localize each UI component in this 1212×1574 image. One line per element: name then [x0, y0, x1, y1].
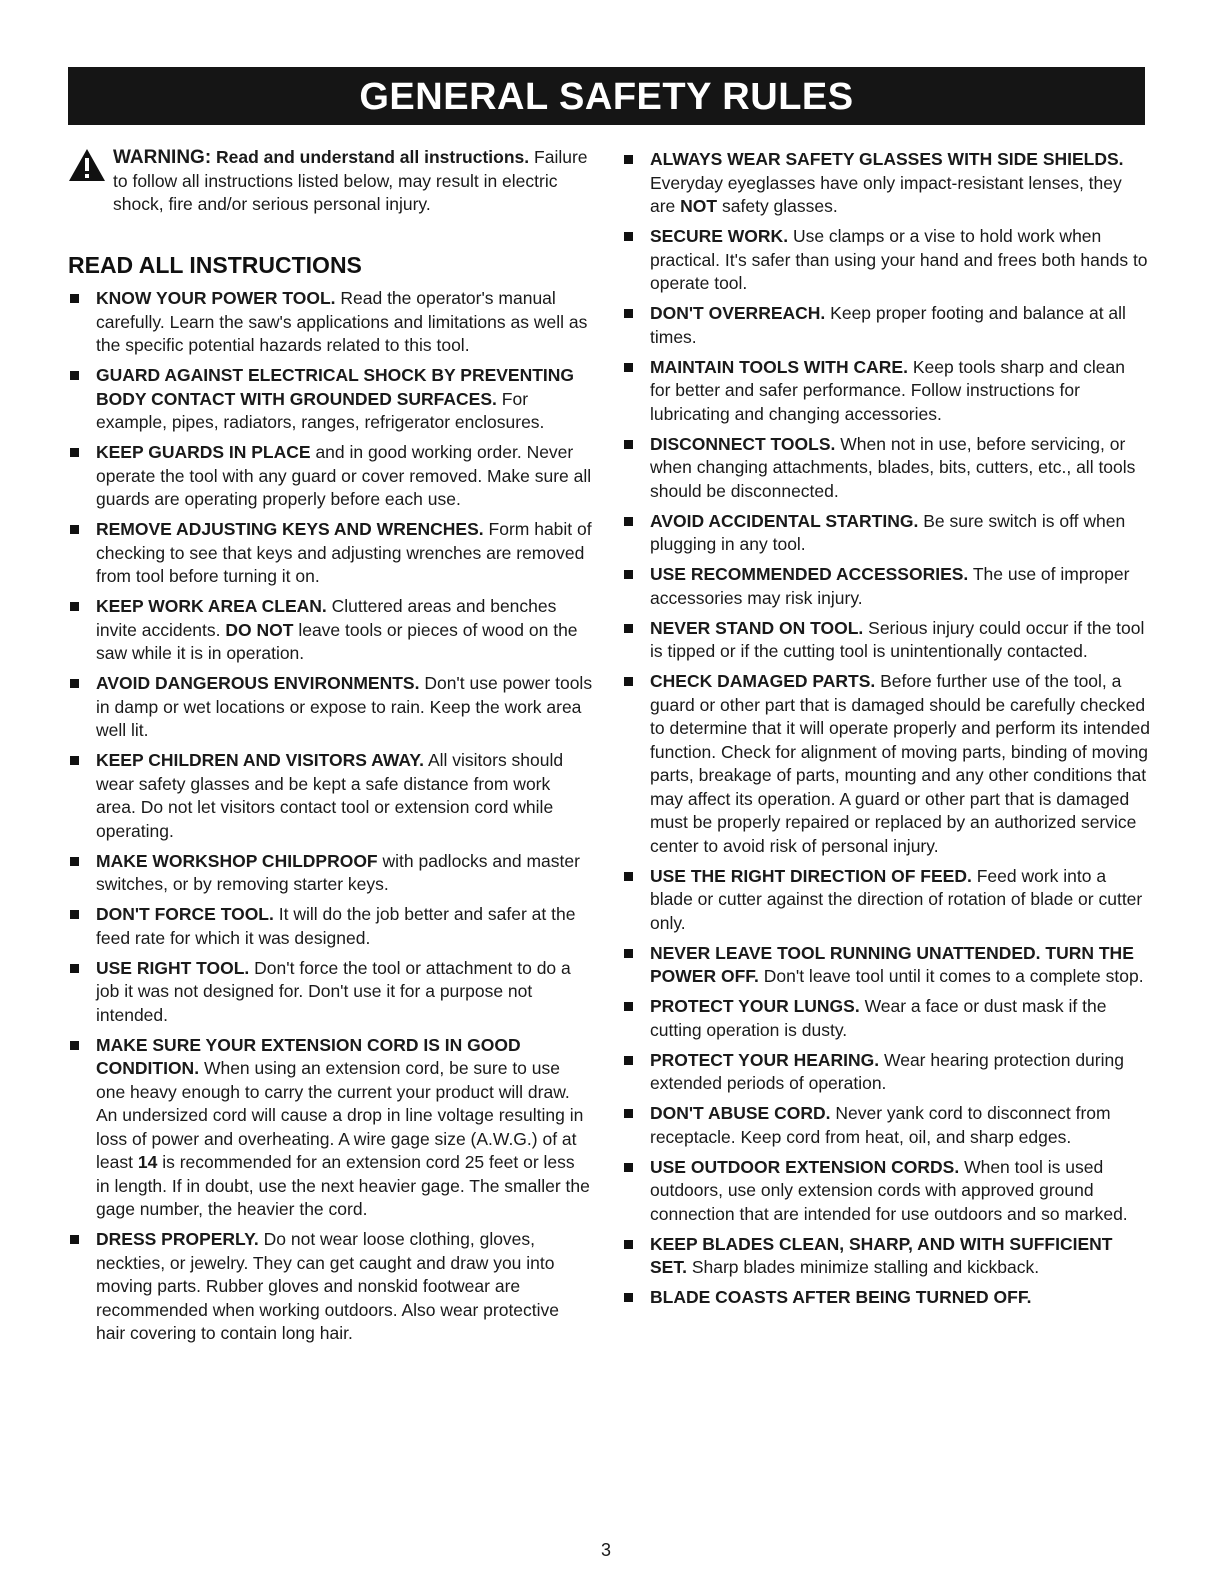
rule-title: USE RIGHT TOOL. — [96, 957, 250, 978]
rule-title: DISCONNECT TOOLS. — [650, 433, 836, 454]
rule-title: ALWAYS WEAR SAFETY GLASSES WITH SIDE SHIELDS. — [650, 149, 1124, 169]
rule-item — [68, 1034, 593, 1222]
right-rules-list — [622, 148, 1150, 1316]
square-bullet-icon — [70, 525, 79, 534]
rule-item — [68, 441, 593, 512]
rule-title: MAINTAIN TOOLS WITH CARE. — [650, 356, 908, 377]
rule-text: All visitors should wear safety glasses and be kept a safe distance from work area. Do not let visitors contact tool or extension cord while operating. — [96, 750, 564, 841]
warning-block — [68, 146, 593, 217]
rule-text: Use clamps or a vise to hold work when practical. It's safer than using your hand and frees both hands to operate tool. — [650, 226, 1148, 293]
rule-title: MAKE SURE YOUR EXTENSION CORD IS IN GOOD CONDITION. — [96, 1034, 521, 1078]
rule-item — [622, 1233, 1150, 1280]
rule-item — [68, 518, 593, 589]
rule-text-continued: leave tools or pieces of wood on the saw while it is in operation. — [96, 619, 578, 663]
square-bullet-icon — [70, 371, 79, 380]
rule-text: Don't use power tools in damp or wet locations or expose to rain. Keep the work area well lit. — [96, 673, 593, 740]
rule-item — [622, 670, 1150, 858]
rule-item — [622, 865, 1150, 936]
square-bullet-icon — [70, 602, 79, 611]
rule-item — [68, 672, 593, 743]
rule-title: NEVER LEAVE TOOL RUNNING UNATTENDED. TURN THE POWER OFF. — [650, 942, 1134, 986]
square-bullet-icon — [624, 1240, 633, 1249]
rule-text: Sharp blades minimize stalling and kickback. — [691, 1257, 1040, 1277]
square-bullet-icon — [624, 1002, 633, 1011]
rule-text: When tool is used outdoors, use only extension cords with approved ground connection that are intended for use outdoors and so marked. — [650, 1156, 1128, 1224]
rule-title: DON'T OVERREACH. — [650, 303, 826, 323]
warning-label: WARNING: — [113, 147, 212, 168]
rule-title: NEVER STAND ON TOOL. — [650, 617, 864, 638]
rule-item — [622, 617, 1150, 664]
rule-item — [68, 595, 593, 666]
square-bullet-icon — [624, 363, 633, 372]
square-bullet-icon — [70, 1235, 79, 1244]
rule-item — [68, 364, 593, 435]
warning-body: Failure to follow all instructions listed below, may result in electric shock, fire and/or serious personal injury. — [113, 147, 588, 214]
square-bullet-icon — [624, 1293, 633, 1302]
square-bullet-icon — [624, 232, 633, 241]
rule-title: KEEP CHILDREN AND VISITORS AWAY. — [96, 750, 425, 770]
rule-title: DRESS PROPERLY. — [96, 1229, 259, 1249]
rule-title: USE RECOMMENDED ACCESSORIES. — [650, 564, 969, 584]
square-bullet-icon — [624, 1163, 633, 1172]
rule-title: KNOW YOUR POWER TOOL. — [96, 288, 336, 308]
square-bullet-icon — [624, 517, 633, 526]
square-bullet-icon — [70, 964, 79, 973]
warning-triangle-icon — [68, 148, 106, 182]
rule-emphasis: DO NOT — [225, 619, 294, 640]
rule-text-continued: safety glasses. — [722, 196, 838, 216]
rule-title: AVOID ACCIDENTAL STARTING. — [650, 510, 919, 531]
rule-title: USE OUTDOOR EXTENSION CORDS. — [650, 1156, 960, 1177]
rule-item — [622, 563, 1150, 610]
rule-text: Read the operator's manual carefully. Learn the saw's applications and limitations as well as the specific potential hazards related to this tool. — [96, 288, 588, 355]
rule-item — [68, 850, 593, 897]
rule-title: DON'T ABUSE CORD. — [650, 1103, 831, 1123]
rule-text: Keep proper footing and balance at all times. — [650, 303, 1126, 347]
rule-item — [68, 749, 593, 843]
rule-title: SECURE WORK. — [650, 226, 789, 246]
rule-text: Before further use of the tool, a guard or other part that is damaged should be carefully checked to determine that it will operate properly and perform its intended function. Check for alignment of moving parts, binding of moving parts, breakage of parts, mounting and any other conditions that may affect its operation. A guard or other part that is damaged must be properly repaired or replaced by an authorized service center to avoid risk of personal injury. — [650, 671, 1150, 856]
rule-text: When not in use, before servicing, or when changing attachments, blades, bits, cutters, etc., all tools should be disconnected. — [650, 433, 1136, 501]
warning-text — [113, 146, 593, 217]
rule-item — [622, 942, 1150, 989]
rule-text: Do not wear loose clothing, gloves, neckties, or jewelry. They can get caught and draw you into moving parts. Rubber gloves and nonskid footwear are recommended when working outdoors. Also wear protective hair covering to contain long hair. — [96, 1229, 560, 1343]
square-bullet-icon — [624, 570, 633, 579]
square-bullet-icon — [624, 155, 633, 164]
left-rules-list — [68, 287, 593, 1352]
rule-title: KEEP BLADES CLEAN, SHARP, AND WITH SUFFICIENT SET. — [650, 1233, 1113, 1277]
rule-title: USE THE RIGHT DIRECTION OF FEED. — [650, 865, 972, 886]
page-title: GENERAL SAFETY RULES — [68, 67, 1145, 125]
rule-text: When using an extension cord, be sure to use one heavy enough to carry the current your product will draw. An undersized cord will cause a drop in line voltage resulting in loss of power and overheating. A wire gage size (A.W.G.) of at least — [96, 1058, 584, 1172]
rule-title: MAKE WORKSHOP CHILDPROOF — [96, 850, 378, 871]
rule-text: Wear hearing protection during extended periods of operation. — [650, 1049, 1124, 1093]
rule-text: It will do the job better and safer at the feed rate for which it was designed. — [96, 904, 576, 948]
rule-text: Don't force the tool or attachment to do a job it was not designed for. Don't use it for a purpose not intended. — [96, 957, 571, 1025]
rule-item — [622, 225, 1150, 296]
square-bullet-icon — [624, 309, 633, 318]
rule-item — [622, 1049, 1150, 1096]
square-bullet-icon — [70, 756, 79, 765]
rule-item — [622, 1286, 1150, 1310]
rule-title: DON'T FORCE TOOL. — [96, 904, 274, 924]
square-bullet-icon — [624, 949, 633, 958]
rule-text: with padlocks and master switches, or by removing starter keys. — [96, 850, 580, 894]
square-bullet-icon — [624, 440, 633, 449]
rule-item — [622, 1102, 1150, 1149]
rule-item — [622, 302, 1150, 349]
rule-item — [68, 1228, 593, 1346]
rule-title: BLADE COASTS AFTER BEING TURNED OFF. — [650, 1287, 1032, 1307]
rule-item — [622, 995, 1150, 1042]
rule-text: The use of improper accessories may risk injury. — [650, 564, 1130, 608]
rule-text: Be sure switch is off when plugging in any tool. — [650, 510, 1126, 554]
square-bullet-icon — [70, 294, 79, 303]
rule-emphasis: 14 — [137, 1152, 158, 1172]
square-bullet-icon — [624, 677, 633, 686]
square-bullet-icon — [70, 1041, 79, 1050]
rule-text-continued: is recommended for an extension cord 25 feet or less in length. If in doubt, use the next heavier gage. The smaller the gage number, the heavier the cord. — [96, 1152, 590, 1219]
rule-item — [622, 433, 1150, 504]
rule-text: Form habit of checking to see that keys and adjusting wrenches are removed from tool before turning it on. — [96, 519, 592, 586]
rule-item — [622, 148, 1150, 219]
square-bullet-icon — [70, 448, 79, 457]
rule-text: Don't leave tool until it comes to a complete stop. — [763, 966, 1144, 986]
rule-title: REMOVE ADJUSTING KEYS AND WRENCHES. — [96, 519, 484, 539]
square-bullet-icon — [70, 910, 79, 919]
rule-title: PROTECT YOUR HEARING. — [650, 1049, 880, 1070]
rule-title: GUARD AGAINST ELECTRICAL SHOCK BY PREVENTING BODY CONTACT WITH GROUNDED SURFACES. — [96, 365, 575, 409]
square-bullet-icon — [624, 872, 633, 881]
rule-text: Keep tools sharp and clean for better and safer performance. Follow instructions for lubricating and changing accessories. — [650, 356, 1125, 424]
rule-title: KEEP GUARDS IN PLACE — [96, 442, 311, 462]
rule-item — [68, 957, 593, 1028]
rule-text: Feed work into a blade or cutter against the direction of rotation of blade or cutter only. — [650, 865, 1143, 933]
rule-item — [68, 903, 593, 950]
rule-text: For example, pipes, radiators, ranges, refrigerator enclosures. — [96, 388, 545, 432]
rule-item — [622, 1156, 1150, 1227]
rule-item — [622, 510, 1150, 557]
rule-text: Wear a face or dust mask if the cutting operation is dusty. — [650, 996, 1107, 1040]
square-bullet-icon — [70, 679, 79, 688]
rule-text: and in good working order. Never operate the tool with any guard or cover removed. Make sure all guards are operating properly before each use. — [96, 442, 592, 509]
rule-item — [68, 287, 593, 358]
square-bullet-icon — [70, 857, 79, 866]
square-bullet-icon — [624, 1109, 633, 1118]
rule-title: PROTECT YOUR LUNGS. — [650, 996, 860, 1016]
rule-text: Cluttered areas and benches invite accidents. — [96, 596, 557, 640]
warning-lead: Read and understand all instructions. — [216, 147, 530, 167]
square-bullet-icon — [624, 1056, 633, 1065]
rule-emphasis: NOT — [680, 196, 718, 216]
rule-item — [622, 356, 1150, 427]
section-heading: READ ALL INSTRUCTIONS — [68, 252, 362, 278]
rule-text: Serious injury could occur if the tool is tipped or if the cutting tool is unintentionally contacted. — [650, 617, 1145, 661]
square-bullet-icon — [624, 624, 633, 633]
page-number: 3 — [600, 1540, 611, 1560]
rule-title: CHECK DAMAGED PARTS. — [650, 671, 876, 691]
rule-text: Never yank cord to disconnect from receptacle. Keep cord from heat, oil, and sharp edges. — [650, 1103, 1111, 1147]
rule-title: AVOID DANGEROUS ENVIRONMENTS. — [96, 673, 420, 693]
rule-text: Everyday eyeglasses have only impact-resistant lenses, they are — [650, 172, 1122, 216]
rule-title: KEEP WORK AREA CLEAN. — [96, 596, 327, 616]
